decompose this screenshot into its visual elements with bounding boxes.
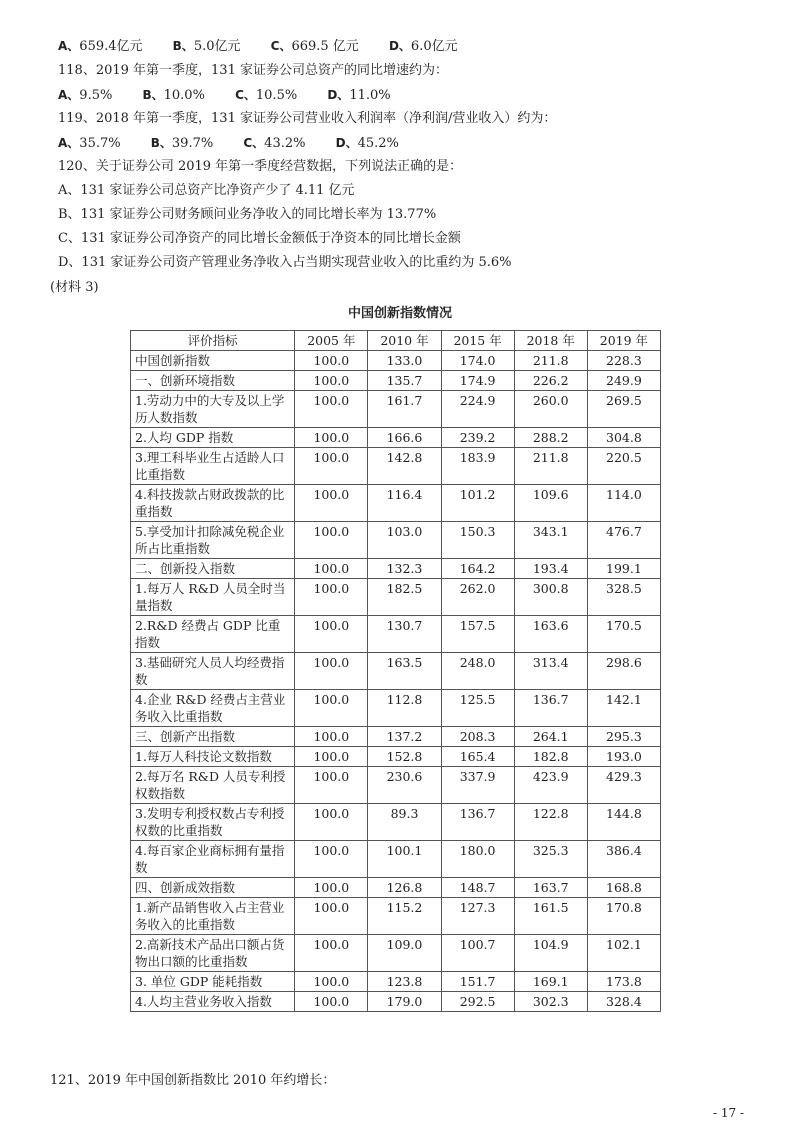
row-value: 174.9 bbox=[441, 371, 514, 391]
row-value: 100.0 bbox=[295, 391, 368, 428]
header-2018: 2018 年 bbox=[514, 331, 587, 351]
row-value: 127.3 bbox=[441, 898, 514, 935]
row-value: 343.1 bbox=[514, 522, 587, 559]
row-value: 168.8 bbox=[587, 878, 660, 898]
row-value: 224.9 bbox=[441, 391, 514, 428]
row-value: 133.0 bbox=[368, 351, 441, 371]
row-value: 104.9 bbox=[514, 935, 587, 972]
row-value: 193.4 bbox=[514, 559, 587, 579]
row-value: 100.0 bbox=[295, 727, 368, 747]
row-value: 100.0 bbox=[295, 690, 368, 727]
row-value: 230.6 bbox=[368, 767, 441, 804]
row-value: 101.2 bbox=[441, 485, 514, 522]
row-value: 100.0 bbox=[295, 878, 368, 898]
table-row bbox=[131, 522, 661, 559]
row-value: 150.3 bbox=[441, 522, 514, 559]
material-label: (材料 3) bbox=[50, 280, 99, 295]
row-value: 260.0 bbox=[514, 391, 587, 428]
row-label: 3.发明专利授权数占专利授权数的比重指数 bbox=[131, 804, 295, 841]
row-label: 2.人均 GDP 指数 bbox=[131, 428, 295, 448]
row-value: 170.8 bbox=[587, 898, 660, 935]
row-value: 211.8 bbox=[514, 351, 587, 371]
q119-stem: 119、2018 年第一季度，131 家证券公司营业收入利润率（净利润/营业收入）约为： bbox=[58, 111, 557, 126]
q120-option-c: C、131 家证券公司净资产的同比增长金额低于净资本的同比增长金额 bbox=[58, 231, 461, 246]
row-value: 174.0 bbox=[441, 351, 514, 371]
table-row bbox=[131, 391, 661, 428]
row-value: 295.3 bbox=[587, 727, 660, 747]
row-value: 328.5 bbox=[587, 579, 660, 616]
row-value: 100.0 bbox=[295, 616, 368, 653]
row-label: 2.R&D 经费占 GDP 比重指数 bbox=[131, 616, 295, 653]
row-value: 100.1 bbox=[368, 841, 441, 878]
row-value: 144.8 bbox=[587, 804, 660, 841]
row-value: 161.7 bbox=[368, 391, 441, 428]
row-value: 100.0 bbox=[295, 428, 368, 448]
table-row bbox=[131, 972, 661, 992]
row-value: 161.5 bbox=[514, 898, 587, 935]
row-value: 100.0 bbox=[295, 898, 368, 935]
row-value: 100.0 bbox=[295, 935, 368, 972]
row-value: 102.1 bbox=[587, 935, 660, 972]
row-value: 183.9 bbox=[441, 448, 514, 485]
header-2010: 2010 年 bbox=[368, 331, 441, 351]
header-2005: 2005 年 bbox=[295, 331, 368, 351]
row-value: 152.8 bbox=[368, 747, 441, 767]
row-label: 一、创新环境指数 bbox=[131, 371, 295, 391]
table-row bbox=[131, 559, 661, 579]
row-value: 476.7 bbox=[587, 522, 660, 559]
row-value: 100.0 bbox=[295, 579, 368, 616]
row-label: 四、创新成效指数 bbox=[131, 878, 295, 898]
row-value: 163.6 bbox=[514, 616, 587, 653]
page-number: - 17 - bbox=[712, 1106, 744, 1120]
row-value: 328.4 bbox=[587, 992, 660, 1012]
q117-option-c: C、669.5 亿元 bbox=[270, 39, 359, 54]
row-label: 2.高新技术产品出口额占货物出口额的比重指数 bbox=[131, 935, 295, 972]
row-label: 1.每万人 R&D 人员全时当量指数 bbox=[131, 579, 295, 616]
row-value: 142.1 bbox=[587, 690, 660, 727]
row-value: 132.3 bbox=[368, 559, 441, 579]
table-row bbox=[131, 878, 661, 898]
innovation-index-table bbox=[130, 330, 661, 1012]
row-value: 126.8 bbox=[368, 878, 441, 898]
row-value: 180.0 bbox=[441, 841, 514, 878]
q121-stem: 121、2019 年中国创新指数比 2010 年约增长： bbox=[50, 1073, 336, 1088]
table-row bbox=[131, 992, 661, 1012]
q118-option-b: B、10.0% bbox=[142, 88, 205, 103]
table-row bbox=[131, 690, 661, 727]
row-value: 142.8 bbox=[368, 448, 441, 485]
table-title: 中国创新指数情况 bbox=[347, 306, 452, 321]
row-label: 4.企业 R&D 经费占主营业务收入比重指数 bbox=[131, 690, 295, 727]
q120-option-b: B、131 家证券公司财务顾问业务净收入的同比增长率为 13.77% bbox=[58, 207, 437, 222]
row-value: 100.0 bbox=[295, 747, 368, 767]
table-row bbox=[131, 727, 661, 747]
q119-option-d: D、45.2% bbox=[335, 136, 399, 151]
row-value: 226.2 bbox=[514, 371, 587, 391]
row-value: 248.0 bbox=[441, 653, 514, 690]
row-value: 100.0 bbox=[295, 448, 368, 485]
row-value: 89.3 bbox=[368, 804, 441, 841]
row-value: 122.8 bbox=[514, 804, 587, 841]
row-value: 136.7 bbox=[514, 690, 587, 727]
q117-option-b: B、5.0亿元 bbox=[172, 39, 241, 54]
header-indicator: 评价指标 bbox=[131, 331, 295, 351]
row-value: 100.7 bbox=[441, 935, 514, 972]
q119-option-a: A、35.7% bbox=[58, 136, 121, 151]
row-value: 123.8 bbox=[368, 972, 441, 992]
row-value: 182.8 bbox=[514, 747, 587, 767]
row-value: 114.0 bbox=[587, 485, 660, 522]
row-label: 5.享受加计扣除减免税企业所占比重指数 bbox=[131, 522, 295, 559]
table-row bbox=[131, 653, 661, 690]
row-value: 100.0 bbox=[295, 767, 368, 804]
table-header-row bbox=[131, 331, 661, 351]
row-label: 1.每万人科技论文数指数 bbox=[131, 747, 295, 767]
row-value: 165.4 bbox=[441, 747, 514, 767]
row-value: 166.6 bbox=[368, 428, 441, 448]
table-row bbox=[131, 747, 661, 767]
row-value: 109.6 bbox=[514, 485, 587, 522]
table-row bbox=[131, 428, 661, 448]
q117-options bbox=[58, 37, 484, 56]
row-value: 116.4 bbox=[368, 485, 441, 522]
row-value: 125.5 bbox=[441, 690, 514, 727]
header-2019: 2019 年 bbox=[587, 331, 660, 351]
row-value: 136.7 bbox=[441, 804, 514, 841]
row-value: 169.1 bbox=[514, 972, 587, 992]
row-label: 中国创新指数 bbox=[131, 351, 295, 371]
row-value: 325.3 bbox=[514, 841, 587, 878]
row-value: 100.0 bbox=[295, 804, 368, 841]
row-value: 100.0 bbox=[295, 371, 368, 391]
q117-option-a: A、659.4亿元 bbox=[58, 39, 143, 54]
row-value: 262.0 bbox=[441, 579, 514, 616]
q118-option-d: D、11.0% bbox=[327, 88, 391, 103]
header-2015: 2015 年 bbox=[441, 331, 514, 351]
row-value: 112.8 bbox=[368, 690, 441, 727]
row-value: 304.8 bbox=[587, 428, 660, 448]
table-row bbox=[131, 351, 661, 371]
row-value: 164.2 bbox=[441, 559, 514, 579]
row-value: 298.6 bbox=[587, 653, 660, 690]
table-row bbox=[131, 935, 661, 972]
row-label: 三、创新产出指数 bbox=[131, 727, 295, 747]
row-value: 170.5 bbox=[587, 616, 660, 653]
row-value: 115.2 bbox=[368, 898, 441, 935]
q118-option-a: A、9.5% bbox=[58, 88, 113, 103]
row-label: 4.人均主营业务收入指数 bbox=[131, 992, 295, 1012]
row-value: 193.0 bbox=[587, 747, 660, 767]
row-value: 100.0 bbox=[295, 653, 368, 690]
q120-stem: 120、关于证券公司 2019 年第一季度经营数据，下列说法正确的是： bbox=[58, 159, 463, 174]
row-value: 239.2 bbox=[441, 428, 514, 448]
q120-option-a: A、131 家证券公司总资产比净资产少了 4.11 亿元 bbox=[58, 183, 355, 198]
row-value: 313.4 bbox=[514, 653, 587, 690]
row-value: 151.7 bbox=[441, 972, 514, 992]
row-value: 100.0 bbox=[295, 351, 368, 371]
row-value: 337.9 bbox=[441, 767, 514, 804]
row-value: 208.3 bbox=[441, 727, 514, 747]
row-label: 4.科技拨款占财政拨款的比重指数 bbox=[131, 485, 295, 522]
row-value: 100.0 bbox=[295, 841, 368, 878]
row-value: 163.7 bbox=[514, 878, 587, 898]
row-value: 211.8 bbox=[514, 448, 587, 485]
row-value: 157.5 bbox=[441, 616, 514, 653]
table-row bbox=[131, 767, 661, 804]
row-value: 100.0 bbox=[295, 559, 368, 579]
q120-option-d: D、131 家证券公司资产管理业务净收入占当期实现营业收入的比重约为 5.6% bbox=[58, 255, 512, 270]
row-value: 100.0 bbox=[295, 485, 368, 522]
row-value: 100.0 bbox=[295, 992, 368, 1012]
row-value: 269.5 bbox=[587, 391, 660, 428]
table-row bbox=[131, 841, 661, 878]
row-value: 302.3 bbox=[514, 992, 587, 1012]
q119-options bbox=[58, 134, 425, 153]
row-value: 100.0 bbox=[295, 522, 368, 559]
row-value: 103.0 bbox=[368, 522, 441, 559]
row-value: 100.0 bbox=[295, 972, 368, 992]
table-row bbox=[131, 804, 661, 841]
row-value: 228.3 bbox=[587, 351, 660, 371]
row-value: 288.2 bbox=[514, 428, 587, 448]
row-label: 3. 单位 GDP 能耗指数 bbox=[131, 972, 295, 992]
q117-option-d: D、6.0亿元 bbox=[388, 39, 458, 54]
row-label: 1.新产品销售收入占主营业务收入的比重指数 bbox=[131, 898, 295, 935]
row-value: 148.7 bbox=[441, 878, 514, 898]
table-row bbox=[131, 579, 661, 616]
row-value: 249.9 bbox=[587, 371, 660, 391]
row-label: 二、创新投入指数 bbox=[131, 559, 295, 579]
table-row bbox=[131, 616, 661, 653]
row-value: 220.5 bbox=[587, 448, 660, 485]
row-value: 109.0 bbox=[368, 935, 441, 972]
row-label: 1.劳动力中的大专及以上学历人数指数 bbox=[131, 391, 295, 428]
row-value: 182.5 bbox=[368, 579, 441, 616]
row-value: 264.1 bbox=[514, 727, 587, 747]
row-value: 137.2 bbox=[368, 727, 441, 747]
row-label: 2.每万名 R&D 人员专利授权数指数 bbox=[131, 767, 295, 804]
table-row bbox=[131, 485, 661, 522]
q118-options bbox=[58, 86, 417, 105]
row-label: 3.理工科毕业生占适龄人口比重指数 bbox=[131, 448, 295, 485]
row-value: 173.8 bbox=[587, 972, 660, 992]
row-label: 4.每百家企业商标拥有量指数 bbox=[131, 841, 295, 878]
row-value: 179.0 bbox=[368, 992, 441, 1012]
table-row bbox=[131, 371, 661, 391]
row-value: 163.5 bbox=[368, 653, 441, 690]
row-value: 423.9 bbox=[514, 767, 587, 804]
q118-option-c: C、10.5% bbox=[235, 88, 298, 103]
q119-option-c: C、43.2% bbox=[243, 136, 306, 151]
row-value: 199.1 bbox=[587, 559, 660, 579]
q118-stem: 118、2019 年第一季度，131 家证券公司总资产的同比增速约为： bbox=[58, 63, 448, 78]
row-value: 429.3 bbox=[587, 767, 660, 804]
table-row bbox=[131, 448, 661, 485]
q119-option-b: B、39.7% bbox=[150, 136, 214, 151]
row-label: 3.基础研究人员人均经费指数 bbox=[131, 653, 295, 690]
row-value: 300.8 bbox=[514, 579, 587, 616]
row-value: 386.4 bbox=[587, 841, 660, 878]
row-value: 130.7 bbox=[368, 616, 441, 653]
table-row bbox=[131, 898, 661, 935]
row-value: 292.5 bbox=[441, 992, 514, 1012]
row-value: 135.7 bbox=[368, 371, 441, 391]
